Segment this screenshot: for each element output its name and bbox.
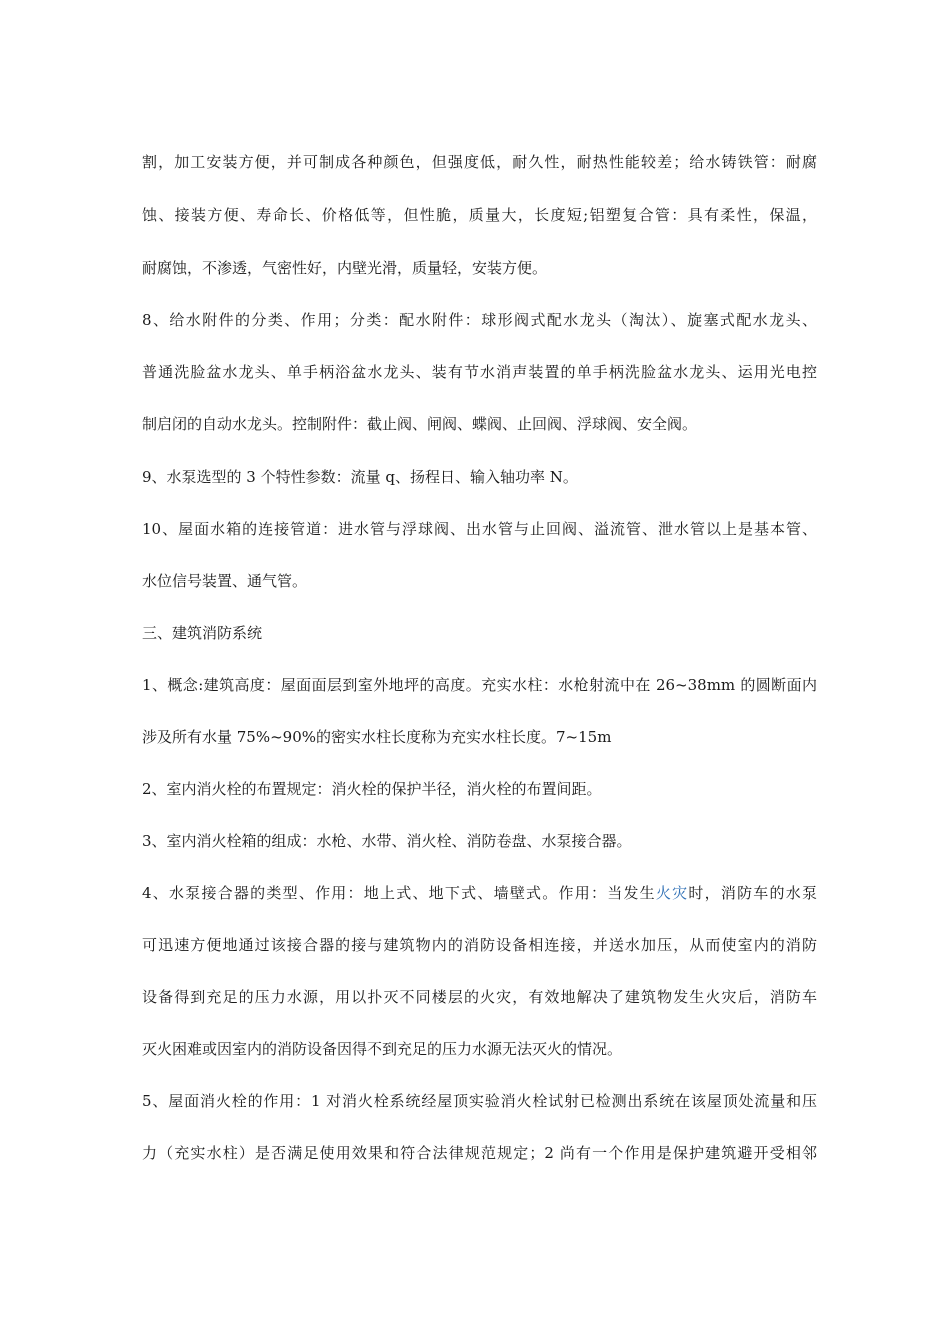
- text-line: 10、屋面水箱的连接管道：进水管与浮球阀、出水管与止回阀、溢流管、泄水管以上是基本管、: [142, 520, 817, 538]
- text-line: 蚀、接装方便、寿命长、价格低等，但性脆，质量大，长度短;铝塑复合管：具有柔性，保温，: [142, 206, 817, 224]
- text-line: 割，加工安装方便，并可制成各种颜色，但强度低，耐久性，耐热性能较差；给水铸铁管：耐腐: [142, 153, 817, 171]
- text-line: 制启闭的自动水龙头。控制附件：截止阀、闸阀、蝶阀、止回阀、浮球阀、安全阀。: [142, 415, 698, 433]
- text-line: 水位信号装置、通气管。: [142, 572, 308, 590]
- text-line: 5、屋面消火栓的作用：1 对消火栓系统经屋顶实验消火栓试射已检测出系统在该屋顶处流量和压: [142, 1092, 817, 1110]
- text-segment: 4、水泵接合器的类型、作用：地上式、地下式、墙壁式。作用：当发生: [142, 884, 656, 902]
- text-line: 灭火困难或因室内的消防设备因得不到充足的压力水源无法灭火的情况。: [142, 1040, 623, 1058]
- text-line: 力（充实水柱）是否满足使用效果和符合法律规范规定；2 尚有一个作用是保护建筑避开受相邻: [142, 1144, 817, 1162]
- text-segment: 时，消防车的水泵: [688, 884, 817, 902]
- text-line: 2、室内消火栓的布置规定：消火栓的保护半径，消火栓的布置间距。: [142, 780, 602, 798]
- text-line: 3、室内消火栓箱的组成：水枪、水带、消火栓、消防卷盘、水泵接合器。: [142, 832, 632, 850]
- text-line: 9、水泵选型的 3 个特性参数：流量 q、扬程日、输入轴功率 N。: [142, 468, 578, 486]
- text-line: 耐腐蚀，不渗透，气密性好，内壁光滑，质量轻，安装方便。: [142, 259, 548, 277]
- fire-link[interactable]: 火灾: [655, 884, 689, 902]
- section-heading: 三、建筑消防系统: [142, 624, 263, 642]
- text-line: 普通洗脸盆水龙头、单手柄浴盆水龙头、装有节水消声装置的单手柄洗脸盆水龙头、运用光电控: [142, 363, 817, 381]
- text-line: 设备得到充足的压力水源，用以扑灭不同楼层的火灾，有效地解决了建筑物发生火灾后，消防车: [142, 988, 817, 1006]
- text-line: [142, 879, 817, 907]
- text-line: 8、给水附件的分类、作用；分类：配水附件：球形阀式配水龙头（淘汰）、旋塞式配水龙头、: [142, 311, 817, 329]
- text-line: 1、概念:建筑高度：屋面面层到室外地坪的高度。充实水柱：水枪射流中在 26~38mm 的圆断面内: [142, 676, 817, 694]
- text-line: 涉及所有水量 75%~90%的密实水柱长度称为充实水柱长度。7~15m: [142, 728, 612, 746]
- text-line: 可迅速方便地通过该接合器的接与建筑物内的消防设备相连接，并送水加压，从而使室内的消防: [142, 936, 817, 954]
